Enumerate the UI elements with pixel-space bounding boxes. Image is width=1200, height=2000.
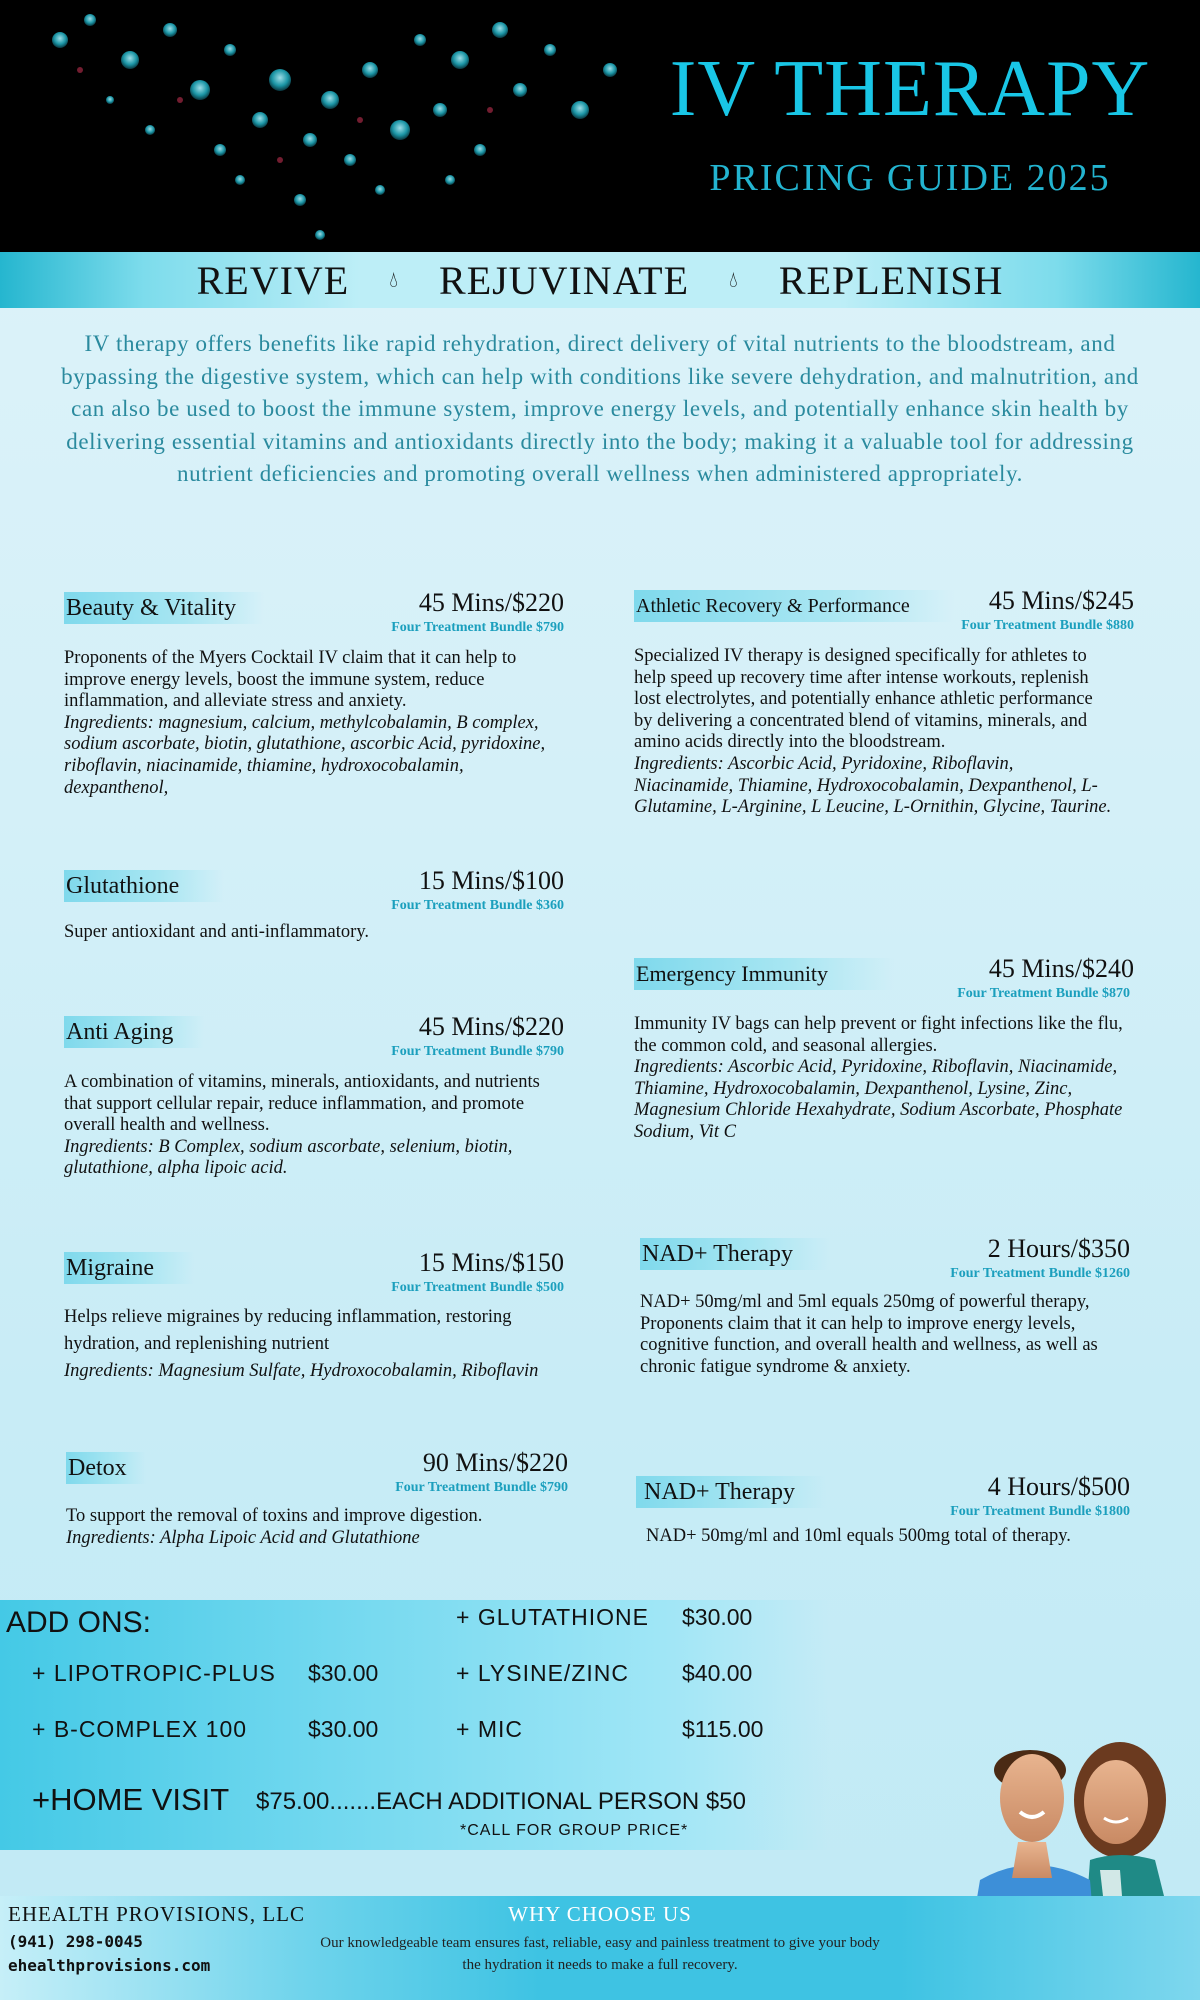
service-nad-2hours [640,1234,1130,1388]
ingredients-text: Ingredients: Magnesium Sulfate, Hydroxocobalamin, Riboflavin [64,1361,539,1381]
water-splash-image [20,0,620,252]
drop-icon: 💧︎ [389,267,400,292]
service-price: 15 Mins/$100 [418,866,564,895]
addon-lysine-zinc-name: + LYSINE/ZINC [456,1660,629,1686]
service-antiaging [64,1012,564,1179]
service-name: Athletic Recovery & Performance [634,590,954,622]
company-name: EHEALTH PROVISIONS, LLC [8,1902,305,1926]
addon-lipotropic-price: $30.00 [308,1660,379,1686]
addon-glutathione-name: + GLUTATHIONE [456,1604,649,1630]
service-price: 45 Mins/$220 [418,588,564,617]
footer [0,1896,1200,2000]
service-description: Super antioxidant and anti-inflammatory. [64,922,369,942]
service-athletic [634,586,1134,870]
service-price: 4 Hours/$500 [987,1472,1130,1501]
addon-mic-price: $115.00 [682,1716,764,1742]
service-price: 45 Mins/$240 [988,954,1134,983]
service-description [66,1506,576,1549]
ingredients-text: Ingredients: Ascorbic Acid, Pyridoxine, Riboflavin, Niacinamide, Thiamine, Hydroxocobalamin, Dexpanthenol, L-Glutamine, L-Arginine, L Leucine, L-Ornithin, Glycine, Taurine. [634,753,1112,818]
tagline-band [0,252,1200,308]
service-name: NAD+ Therapy [636,1476,826,1508]
service-name: Beauty & Vitality [64,592,264,624]
service-bundle: Four Treatment Bundle $1260 [950,1266,1130,1281]
desc-text: Helps relieve migraines by reducing inflammation, restoring hydration, and replenishing nutrient [64,1307,512,1354]
service-bundle: Four Treatment Bundle $870 [957,986,1130,1001]
service-bundle: Four Treatment Bundle $790 [391,1044,564,1059]
header [0,0,1200,252]
ingredients-text: Ingredients: Alpha Lipoic Acid and Glutathione [66,1527,420,1548]
ingredients-text: Ingredients: Ascorbic Acid, Pyridoxine, Riboflavin, Niacinamide, Thiamine, Hydroxocobalamin, Dexpanthenol, Lysine, Zinc, Magnesium Chloride Hexahydrate, Sodium Ascorbate, Phosphate Sodium, Vit C [634,1057,1123,1142]
service-name: Anti Aging [64,1016,204,1048]
service-bundle: Four Treatment Bundle $360 [391,898,564,913]
service-immunity [634,954,1134,1148]
why-choose-us-text: Our knowledgeable team ensures fast, reliable, easy and painless treatment to give your body the hydration it needs to make a full recovery. [320,1935,880,1973]
ingredients-text: Ingredients: magnesium, calcium, methylcobalamin, B complex, sodium ascorbate, biotin, glutathione, ascorbic Acid, pyridoxine, riboflavin, niacinamide, thiamine, hydroxocobalamin, dexpanthenol, [64,712,546,798]
service-name: NAD+ Therapy [640,1238,830,1270]
service-price: 15 Mins/$150 [418,1248,564,1277]
service-name: Emergency Immunity [634,958,894,990]
service-name: Migraine [64,1252,194,1284]
home-visit-label: +HOME VISIT [32,1782,230,1817]
drop-icon: 💧︎ [729,267,739,292]
intro-paragraph: IV therapy offers benefits like rapid rehydration, direct delivery of vital nutrients to the bloodstream, and bypassing the digestive system, which can help with conditions like severe dehydration, and malnutrition, and can also be used to boost the immune system, improve energy levels, and potentially enhance skin health by delivering essential vitamins and antioxidants directly into the body; making it a valuable tool for addressing nutrient deficiencies and promoting overall wellness when administered appropriately. [61,331,1139,486]
why-choose-us-title: WHY CHOOSE US [508,1902,692,1926]
page-title: IV THERAPY [669,45,1151,133]
service-detox [66,1448,568,1552]
addon-mic-name: + MIC [456,1716,523,1742]
service-migraine [64,1248,584,1382]
service-bundle: Four Treatment Bundle $790 [395,1480,568,1495]
desc-text: Immunity IV bags can help prevent or fight infections like the flu, the common cold, and seasonal allergies. [634,1014,1123,1056]
phone-number[interactable]: (941) 298-0045 [8,1932,143,1951]
page-subtitle: PRICING GUIDE 2025 [709,157,1111,199]
service-bundle: Four Treatment Bundle $880 [961,618,1134,633]
desc-text: Proponents of the Myers Cocktail IV claim that it can help to improve energy levels, boost the immune system, reduce inflammation, and alleviate stress and anxiety. [64,648,517,712]
service-price: 45 Mins/$220 [418,1012,564,1041]
desc-text: A combination of vitamins, minerals, antioxidants, and nutrients that support cellular repair, reduce inflammation, and promote overall health and wellness. [64,1072,540,1136]
desc-text: To support the removal of toxins and improve digestion. [66,1506,483,1526]
service-name: Glutathione [64,870,224,902]
service-description [64,1072,564,1180]
service-description [64,1304,584,1385]
service-bundle: Four Treatment Bundle $500 [391,1280,564,1295]
service-glutathione [64,866,564,950]
group-price-note: *CALL FOR GROUP PRICE* [460,1822,689,1839]
service-beauty [64,588,564,798]
service-name: Detox [66,1452,146,1484]
ingredients-text: Ingredients: B Complex, sodium ascorbate, selenium, biotin, glutathione, alpha lipoic acid. [64,1136,513,1179]
service-description [634,1014,1130,1144]
tagline-word-rejuvinate: REJUVINATE [439,257,690,303]
addon-lipotropic-name: + LIPOTROPIC-PLUS [32,1660,276,1686]
tagline-word-replenish: REPLENISH [778,257,1004,303]
addon-lysine-zinc-price: $40.00 [682,1660,753,1686]
service-description: NAD+ 50mg/ml and 5ml equals 250mg of powerful therapy, Proponents claim that it can help to improve energy levels, cognitive function, and overall health and wellness, as well as chronic fatigue syndrome & anxiety. [640,1292,1098,1377]
addons-label: ADD ONS: [6,1606,152,1639]
service-bundle: Four Treatment Bundle $790 [391,620,564,635]
service-description [634,646,1114,819]
home-visit-price: $75.00.......EACH ADDITIONAL PERSON $50 [256,1788,746,1815]
website-link[interactable]: ehealthprovisions.com [8,1956,211,1975]
addon-glutathione-price: $30.00 [682,1604,753,1630]
service-description [64,648,564,799]
service-price: 2 Hours/$350 [987,1234,1130,1263]
addon-b-complex-name: + B-COMPLEX 100 [32,1716,248,1742]
addon-b-complex-price: $30.00 [308,1716,379,1742]
service-description: NAD+ 50mg/ml and 10ml equals 500mg total of therapy. [646,1526,1071,1546]
tagline-word-revive: REVIVE [196,257,350,303]
desc-text: Specialized IV therapy is designed specifically for athletes to help speed up recovery time after intense workouts, replenish lost electrolytes, and potentially enhance athletic performance by delivering a concentrated blend of vitamins, minerals, and amino acids directly into the bloodstream. [634,646,1093,753]
service-price: 90 Mins/$220 [422,1448,568,1477]
service-bundle: Four Treatment Bundle $1800 [950,1504,1130,1519]
addons-panel [0,1600,830,1850]
service-nad-4hours [636,1472,1130,1556]
service-price: 45 Mins/$245 [988,586,1134,615]
